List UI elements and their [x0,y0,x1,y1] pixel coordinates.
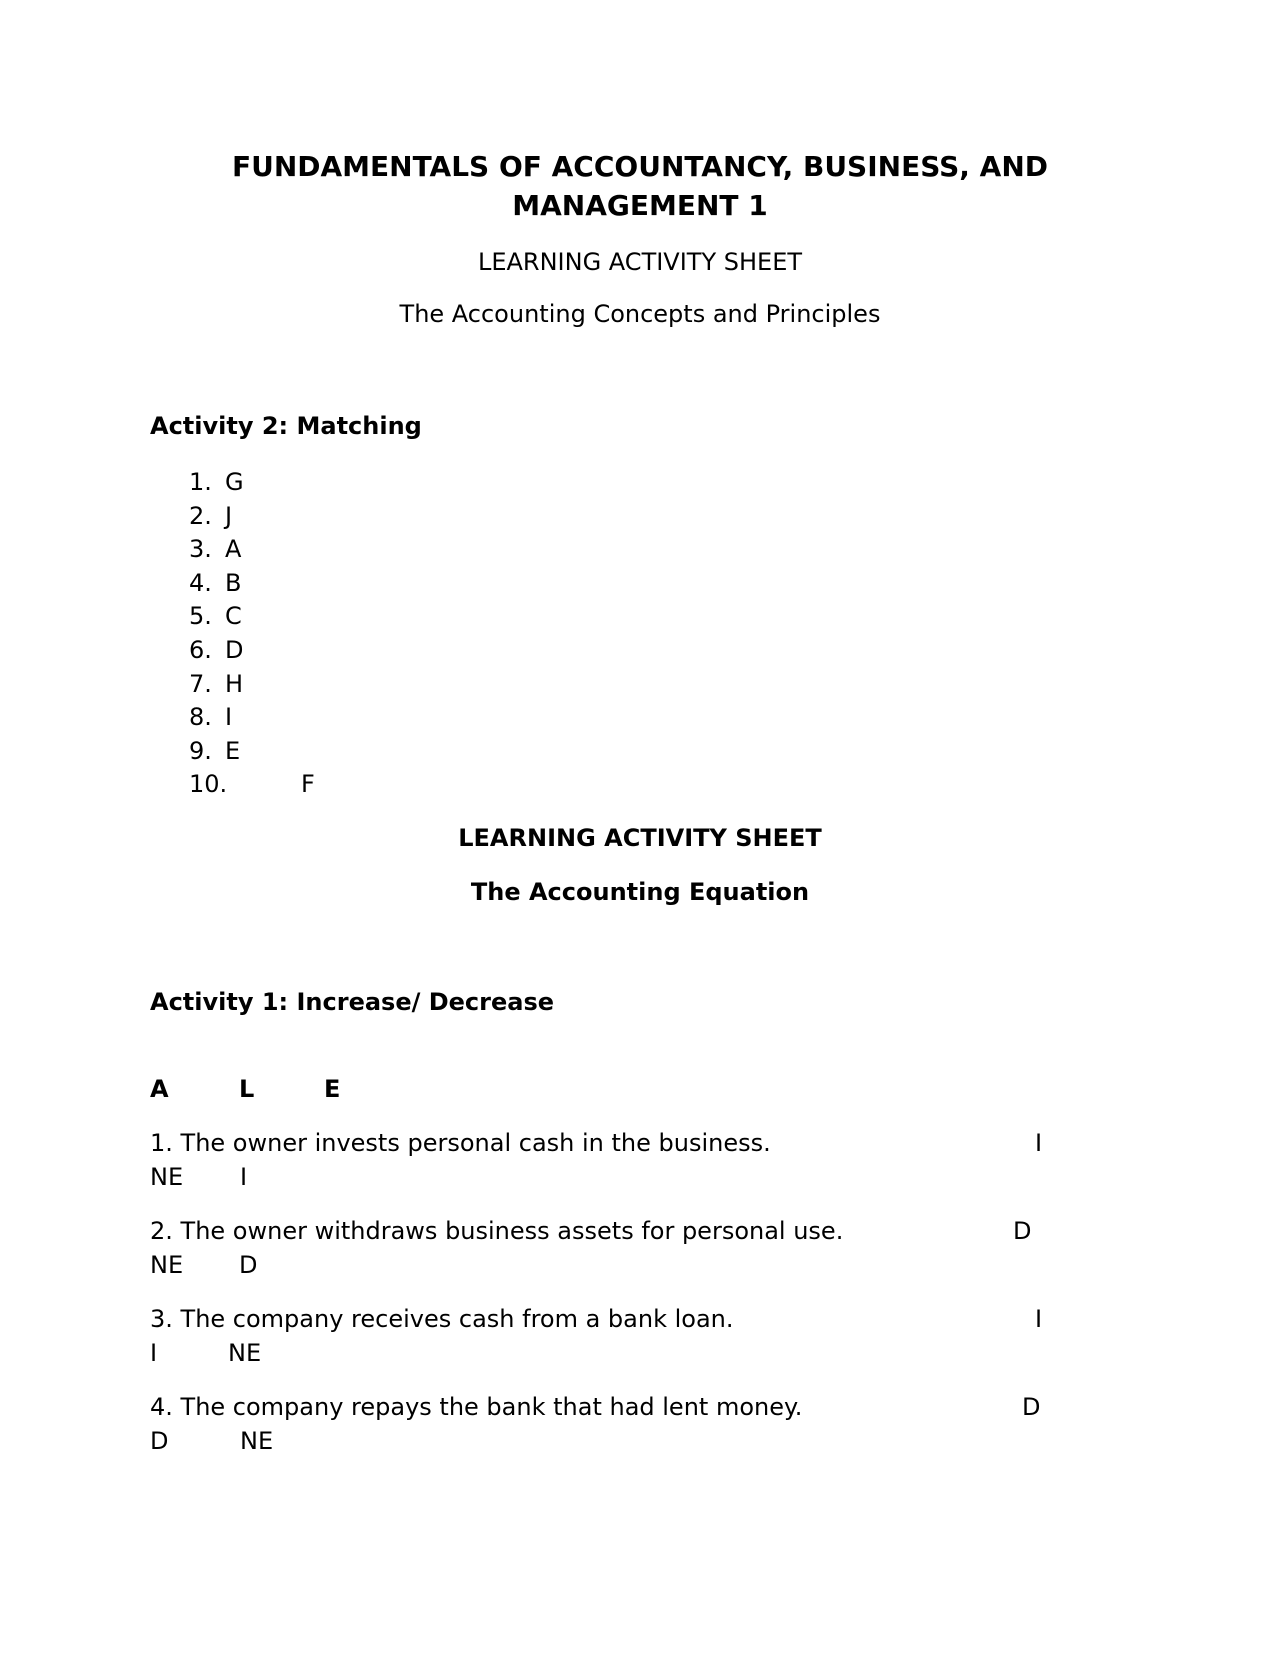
row-assets-effect: D [1013,1217,1032,1245]
list-item-answer: D [225,636,244,664]
row-assets-effect: I [1035,1305,1043,1333]
row-assets-effect: D [1022,1393,1041,1421]
list-item-number: 3. [189,535,212,563]
list-item-answer: C [225,602,242,630]
topic-title: The Accounting Concepts and Principles [399,300,881,328]
list-item-answer: H [225,670,244,698]
list-item-answer: G [225,468,244,496]
list-item-number: 1. [189,468,212,496]
sheet-label: LEARNING ACTIVITY SHEET [477,248,803,276]
column-header-assets: A [150,1075,169,1103]
list-item-answer: I [225,703,233,731]
list-item-answer: E [225,737,241,765]
list-item-number: 4. [189,569,212,597]
list-item-answer: A [225,535,242,563]
sheet-label-2: LEARNING ACTIVITY SHEET [458,824,822,852]
activity-2-heading: Activity 2: Matching [150,412,422,440]
row-equity-effect: I [240,1163,248,1191]
row-liabilities-effect: I [150,1339,158,1367]
list-item-number: 10. [189,770,228,798]
row-assets-effect: I [1035,1129,1043,1157]
row-statement: 4. The company repays the bank that had lent money. [150,1393,803,1421]
row-equity-effect: NE [240,1427,274,1455]
column-header-equity: E [324,1075,341,1103]
row-equity-effect: D [239,1251,258,1279]
list-item-number: 7. [189,670,212,698]
row-statement: 1. The owner invests personal cash in the business. [150,1129,771,1157]
topic-title-2: The Accounting Equation [470,878,810,906]
row-liabilities-effect: NE [150,1251,184,1279]
document-title-line-2: MANAGEMENT 1 [512,189,768,222]
list-item-number: 2. [189,502,212,530]
list-item-answer: B [225,569,242,597]
list-item-answer: F [301,770,315,798]
list-item-number: 5. [189,602,212,630]
list-item-number: 9. [189,737,212,765]
list-item-answer: J [225,502,233,530]
row-liabilities-effect: D [150,1427,169,1455]
row-statement: 2. The owner withdraws business assets for personal use. [150,1217,844,1245]
row-liabilities-effect: NE [150,1163,184,1191]
column-header-liabilities: L [239,1075,255,1103]
list-item-number: 8. [189,703,212,731]
row-statement: 3. The company receives cash from a bank loan. [150,1305,734,1333]
activity-1-heading: Activity 1: Increase/ Decrease [150,988,555,1016]
row-equity-effect: NE [228,1339,262,1367]
list-item-number: 6. [189,636,212,664]
document-title-line-1: FUNDAMENTALS OF ACCOUNTANCY, BUSINESS, AND [231,150,1049,183]
